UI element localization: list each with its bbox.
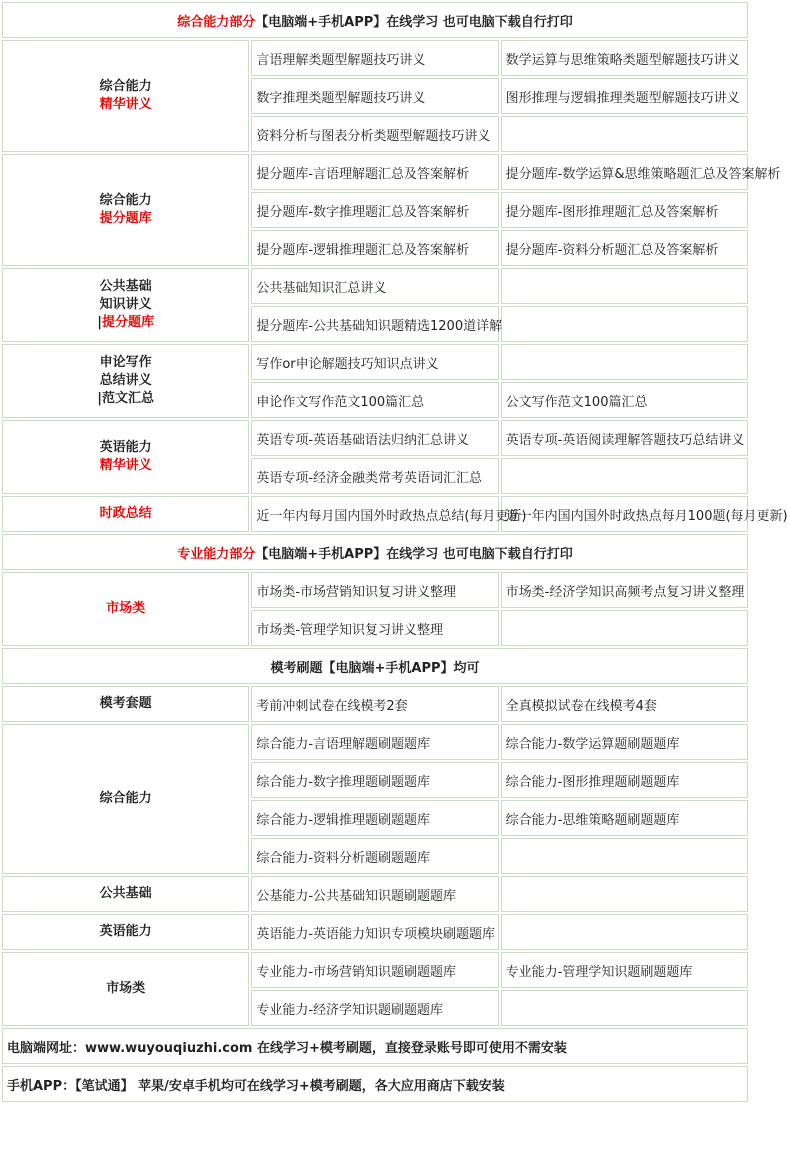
empty-cell xyxy=(501,990,748,1026)
mock-item[interactable]: 英语能力-英语能力知识专项模块刷题题库 xyxy=(251,914,498,950)
empty-cell xyxy=(501,838,748,874)
professional-section-title: 专业能力部分 xyxy=(177,546,256,562)
empty-cell xyxy=(501,116,748,152)
mock-item[interactable]: 专业能力-管理学知识题刷题题库 xyxy=(501,952,748,988)
footer-website: 电脑端网址：www.wuyouqiuzhi.com 在线学习+模考刷题，直接登录账号即可使用不需安装 xyxy=(2,1028,748,1064)
course-item[interactable]: 公文写作范文100篇汇总 xyxy=(501,382,748,418)
course-item[interactable]: 申论作文写作范文100篇汇总 xyxy=(251,382,498,418)
course-item[interactable]: 市场类-经济学知识高频考点复习讲义整理 xyxy=(501,572,748,608)
category-label: 英语能力 xyxy=(2,914,249,950)
empty-cell xyxy=(501,306,748,342)
course-item[interactable]: 言语理解类题型解题技巧讲义 xyxy=(251,40,498,76)
course-item[interactable]: 公共基础知识汇总讲义 xyxy=(251,268,498,304)
category-label: 英语能力 精华讲义 xyxy=(2,420,249,494)
category-label: 市场类 xyxy=(2,952,249,1026)
mock-item[interactable]: 综合能力-数字推理题刷题题库 xyxy=(251,762,498,798)
category-label: 公共基础 知识讲义 |提分题库 xyxy=(2,268,249,342)
category-label: 公共基础 xyxy=(2,876,249,912)
empty-cell xyxy=(501,876,748,912)
mock-item[interactable]: 综合能力-逻辑推理题刷题题库 xyxy=(251,800,498,836)
course-item[interactable]: 提分题库-数字推理题汇总及答案解析 xyxy=(251,192,498,228)
course-item[interactable]: 提分题库-图形推理题汇总及答案解析 xyxy=(501,192,748,228)
mock-item[interactable]: 专业能力-市场营销知识题刷题题库 xyxy=(251,952,498,988)
course-item[interactable]: 资料分析与图表分析类题型解题技巧讲义 xyxy=(251,116,498,152)
professional-section-subtitle: 【电脑端+手机APP】在线学习 也可电脑下载自行打印 xyxy=(255,546,573,562)
course-item[interactable]: 提分题库-公共基础知识题精选1200道详解 xyxy=(251,306,498,342)
empty-cell xyxy=(501,458,748,494)
category-label: 时政总结 xyxy=(2,496,249,532)
mock-item[interactable]: 综合能力-言语理解题刷题题库 xyxy=(251,724,498,760)
course-item[interactable]: 提分题库-逻辑推理题汇总及答案解析 xyxy=(251,230,498,266)
course-item[interactable]: 数学运算与思维策略类题型解题技巧讲义 xyxy=(501,40,748,76)
mock-item[interactable]: 专业能力-经济学知识题刷题题库 xyxy=(251,990,498,1026)
course-item[interactable]: 写作or申论解题技巧知识点讲义 xyxy=(251,344,498,380)
course-item[interactable]: 英语专项-经济金融类常考英语词汇汇总 xyxy=(251,458,498,494)
mock-item[interactable]: 全真模拟试卷在线模考4套 xyxy=(501,686,748,722)
category-label: 综合能力 xyxy=(2,724,249,874)
course-item[interactable]: 近一年内国内国外时政热点每月100题(每月更新) xyxy=(501,496,748,532)
empty-cell xyxy=(501,914,748,950)
empty-cell xyxy=(501,610,748,646)
category-label: 申论写作 总结讲义 |范文汇总 xyxy=(2,344,249,418)
mock-item[interactable]: 公基能力-公共基础知识题刷题题库 xyxy=(251,876,498,912)
empty-cell xyxy=(501,344,748,380)
mock-section-header: 模考刷题【电脑端+手机APP】均可 xyxy=(2,648,748,684)
course-item[interactable]: 提分题库-数学运算&思维策略题汇总及答案解析 xyxy=(501,154,748,190)
course-item[interactable]: 数字推理类题型解题技巧讲义 xyxy=(251,78,498,114)
course-item[interactable]: 英语专项-英语基础语法归纳汇总讲义 xyxy=(251,420,498,456)
course-item[interactable]: 提分题库-资料分析题汇总及答案解析 xyxy=(501,230,748,266)
general-section-subtitle: 【电脑端+手机APP】在线学习 也可电脑下载自行打印 xyxy=(255,14,573,30)
category-label: 综合能力 提分题库 xyxy=(2,154,249,266)
footer-app: 手机APP：【笔试通】 苹果/安卓手机均可在线学习+模考刷题，各大应用商店下载安装 xyxy=(2,1066,748,1102)
mock-item[interactable]: 综合能力-资料分析题刷题题库 xyxy=(251,838,498,874)
category-label: 市场类 xyxy=(2,572,249,646)
general-section-header xyxy=(2,2,748,38)
course-item[interactable]: 提分题库-言语理解题汇总及答案解析 xyxy=(251,154,498,190)
course-item[interactable]: 市场类-市场营销知识复习讲义整理 xyxy=(251,572,498,608)
mock-item[interactable]: 综合能力-数学运算题刷题题库 xyxy=(501,724,748,760)
mock-item[interactable]: 考前冲刺试卷在线模考2套 xyxy=(251,686,498,722)
professional-section-header xyxy=(2,534,748,570)
course-item[interactable]: 英语专项-英语阅读理解答题技巧总结讲义 xyxy=(501,420,748,456)
empty-cell xyxy=(501,268,748,304)
course-item[interactable]: 近一年内每月国内国外时政热点总结(每月更新) xyxy=(251,496,498,532)
category-label: 模考套题 xyxy=(2,686,249,722)
course-item[interactable]: 图形推理与逻辑推理类题型解题技巧讲义 xyxy=(501,78,748,114)
mock-item[interactable]: 综合能力-思维策略题刷题题库 xyxy=(501,800,748,836)
category-label: 综合能力 精华讲义 xyxy=(2,40,249,152)
course-item[interactable]: 市场类-管理学知识复习讲义整理 xyxy=(251,610,498,646)
mock-item[interactable]: 综合能力-图形推理题刷题题库 xyxy=(501,762,748,798)
general-section-title: 综合能力部分 xyxy=(177,14,256,30)
